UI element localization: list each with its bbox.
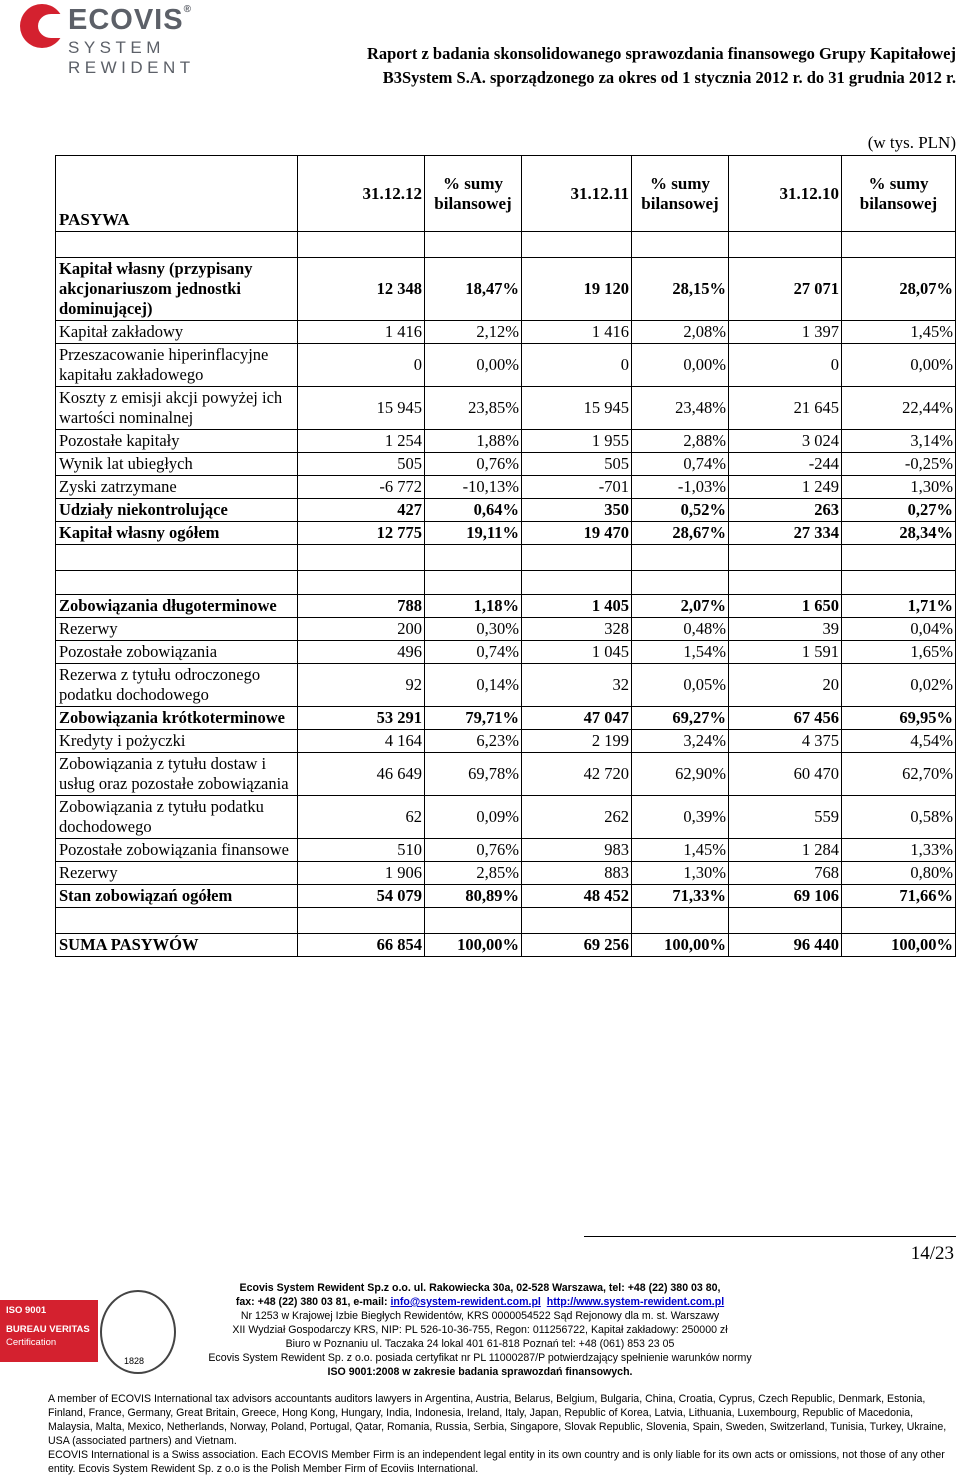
row-label: SUMA PASYWÓW [56, 934, 298, 957]
row-label: Koszty z emisji akcji powyżej ich wartości nominalnej [56, 387, 298, 430]
percent-cell: 0,30% [425, 618, 522, 641]
percent-cell: 1,30% [842, 476, 956, 499]
ecovis-logo-icon [20, 4, 64, 48]
column-header: % sumy bilansowej [425, 156, 522, 232]
value-cell: 1 416 [298, 321, 425, 344]
report-header-line1: Raport z badania skonsolidowanego sprawozdania finansowego Grupy Kapitałowej [366, 44, 956, 63]
percent-cell: 0,00% [842, 344, 956, 387]
value-cell: 505 [298, 453, 425, 476]
row-label: Przeszacowanie hiperinflacyjne kapitału zakładowego [56, 344, 298, 387]
percent-cell: 19,11% [425, 522, 522, 545]
percent-cell: 0,52% [632, 499, 729, 522]
table-spacer-row [56, 545, 956, 571]
percent-cell: -10,13% [425, 476, 522, 499]
table-row [56, 707, 956, 730]
percent-cell: 0,04% [842, 618, 956, 641]
row-label: Udziały niekontrolujące [56, 499, 298, 522]
page-number: 14/23 [910, 1243, 954, 1264]
value-cell: -6 772 [298, 476, 425, 499]
row-label: Rezerwa z tytułu odroczonego podatku dochodowego [56, 664, 298, 707]
row-label: Rezerwy [56, 618, 298, 641]
column-header: 31.12.11 [522, 156, 632, 232]
percent-cell: 71,33% [632, 885, 729, 908]
value-cell: -701 [522, 476, 632, 499]
percent-cell: 1,71% [842, 595, 956, 618]
table-row [56, 258, 956, 321]
logo-name: ECOVIS® [68, 4, 192, 36]
value-cell: 15 945 [298, 387, 425, 430]
table-row [56, 430, 956, 453]
percent-cell: 23,48% [632, 387, 729, 430]
percent-cell: 28,67% [632, 522, 729, 545]
value-cell: 427 [298, 499, 425, 522]
row-label: Kapitał własny (przypisany akcjonariuszom jednostki dominującej) [56, 258, 298, 321]
value-cell: 1 955 [522, 430, 632, 453]
value-cell: 47 047 [522, 707, 632, 730]
percent-cell: 62,70% [842, 753, 956, 796]
percent-cell: 0,58% [842, 796, 956, 839]
footer-krs: Nr 1253 w Krajowej Izbie Biegłych Rewidentów, KRS 0000054522 Sąd Rejonowy dla m. st. Warszawy [240, 1310, 720, 1322]
value-cell: 12 348 [298, 258, 425, 321]
footer-rule [584, 1236, 956, 1237]
table-row [56, 730, 956, 753]
value-cell: 12 775 [298, 522, 425, 545]
iso-label: ISO 9001 [6, 1305, 47, 1316]
percent-cell: 1,54% [632, 641, 729, 664]
percent-cell: 0,00% [425, 344, 522, 387]
percent-cell: 2,08% [632, 321, 729, 344]
percent-cell: 0,05% [632, 664, 729, 707]
percent-cell: 0,02% [842, 664, 956, 707]
value-cell: 1 254 [298, 430, 425, 453]
iso-badge [0, 1300, 98, 1362]
percent-cell: 0,48% [632, 618, 729, 641]
percent-cell: 0,74% [632, 453, 729, 476]
table-row [56, 344, 956, 387]
percent-cell: 62,90% [632, 753, 729, 796]
percent-cell: 80,89% [425, 885, 522, 908]
value-cell: 27 334 [729, 522, 842, 545]
footer-cert: Ecovis System Rewident Sp. z o.o. posiada certyfikat nr PL 11000287/P potwierdzający spełnienie warunków normy [208, 1352, 752, 1364]
value-cell: 505 [522, 453, 632, 476]
percent-cell: 1,45% [842, 321, 956, 344]
value-cell: -244 [729, 453, 842, 476]
percent-cell: 1,65% [842, 641, 956, 664]
row-label: Zobowiązania z tytułu podatku dochodowego [56, 796, 298, 839]
table-row [56, 885, 956, 908]
value-cell: 0 [298, 344, 425, 387]
percent-cell: 0,64% [425, 499, 522, 522]
value-cell: 1 591 [729, 641, 842, 664]
value-cell: 1 397 [729, 321, 842, 344]
percent-cell: 0,74% [425, 641, 522, 664]
report-header-line2: B3System S.A. sporządzonego za okres od 1 stycznia 2012 r. do 31 grudnia 2012 r. [382, 68, 956, 87]
value-cell: 328 [522, 618, 632, 641]
value-cell: 4 164 [298, 730, 425, 753]
percent-cell: 1,33% [842, 839, 956, 862]
footer-iso: ISO 9001:2008 w zakresie badania sprawozdań finansowych. [327, 1366, 633, 1378]
percent-cell: 2,88% [632, 430, 729, 453]
percent-cell: 0,39% [632, 796, 729, 839]
table-row [56, 453, 956, 476]
percent-cell: 28,15% [632, 258, 729, 321]
table-spacer-row [56, 571, 956, 595]
footer-address: Ecovis System Rewident Sp.z o.o. ul. Rakowiecka 30a, 02-528 Warszawa, tel: +48 (22) 380 03 80, [239, 1282, 721, 1294]
table-row [56, 796, 956, 839]
percent-cell: 0,80% [842, 862, 956, 885]
value-cell: 53 291 [298, 707, 425, 730]
value-cell: 15 945 [522, 387, 632, 430]
value-cell: 48 452 [522, 885, 632, 908]
value-cell: 32 [522, 664, 632, 707]
value-cell: 350 [522, 499, 632, 522]
value-cell: 200 [298, 618, 425, 641]
value-cell: 3 024 [729, 430, 842, 453]
percent-cell: 6,23% [425, 730, 522, 753]
percent-cell: 18,47% [425, 258, 522, 321]
percent-cell: 0,76% [425, 453, 522, 476]
row-label: Stan zobowiązań ogółem [56, 885, 298, 908]
footer-poznan: Biuro w Poznaniu ul. Taczaka 24 lokal 401 61-818 Poznań tel: +48 (061) 853 23 05 [285, 1338, 675, 1350]
percent-cell: 3,14% [842, 430, 956, 453]
email-link[interactable]: info@system-rewident.com.pl [390, 1296, 541, 1308]
percent-cell: 1,18% [425, 595, 522, 618]
value-cell: 20 [729, 664, 842, 707]
percent-cell: 0,27% [842, 499, 956, 522]
table-row [56, 862, 956, 885]
percent-cell: -1,03% [632, 476, 729, 499]
value-cell: 788 [298, 595, 425, 618]
table-row [56, 839, 956, 862]
percent-cell: 2,12% [425, 321, 522, 344]
table-row [56, 476, 956, 499]
table-row [56, 934, 956, 957]
row-label: Kapitał własny ogółem [56, 522, 298, 545]
percent-cell: 28,34% [842, 522, 956, 545]
value-cell: 496 [298, 641, 425, 664]
value-cell: 54 079 [298, 885, 425, 908]
value-cell: 1 906 [298, 862, 425, 885]
percent-cell: 23,85% [425, 387, 522, 430]
percent-cell: 1,30% [632, 862, 729, 885]
value-cell: 39 [729, 618, 842, 641]
value-cell: 69 106 [729, 885, 842, 908]
value-cell: 1 650 [729, 595, 842, 618]
percent-cell: 100,00% [842, 934, 956, 957]
percent-cell: 3,24% [632, 730, 729, 753]
percent-cell: 0,76% [425, 839, 522, 862]
row-label: Rezerwy [56, 862, 298, 885]
percent-cell: 2,85% [425, 862, 522, 885]
footer-regon: XII Wydział Gospodarczy KRS, NIP: PL 526-10-36-755, Regon: 011256722, Kapitał zakładowy: 250000 zł [232, 1324, 728, 1336]
row-label: Zobowiązania długoterminowe [56, 595, 298, 618]
table-row [56, 753, 956, 796]
value-cell: 69 256 [522, 934, 632, 957]
liabilities-table [55, 155, 956, 957]
percent-cell: 28,07% [842, 258, 956, 321]
value-cell: 262 [522, 796, 632, 839]
column-header: 31.12.12 [298, 156, 425, 232]
value-cell: 60 470 [729, 753, 842, 796]
swiss-statement: ECOVIS International is a Swiss association. Each ECOVIS Member Firm is an independent legal entity in its own country and is only liable for its own acts or omissions, not those of any other entity. Ecovis System Rewident Sp. z o.o is the Polish Member Firm of Ecoviis International. [48, 1449, 945, 1475]
certification-label: Certification [6, 1337, 57, 1348]
table-row [56, 641, 956, 664]
table-spacer-row [56, 232, 956, 258]
logo-subtitle: SYSTEM REWIDENT [68, 38, 195, 77]
percent-cell: 4,54% [842, 730, 956, 753]
percent-cell: 1,45% [632, 839, 729, 862]
percent-cell: 22,44% [842, 387, 956, 430]
value-cell: 62 [298, 796, 425, 839]
percent-cell: 69,78% [425, 753, 522, 796]
percent-cell: -0,25% [842, 453, 956, 476]
value-cell: 66 854 [298, 934, 425, 957]
row-label: Zobowiązania krótkoterminowe [56, 707, 298, 730]
table-row [56, 321, 956, 344]
value-cell: 67 456 [729, 707, 842, 730]
seal-year: 1828 [124, 1356, 145, 1366]
value-cell: 19 120 [522, 258, 632, 321]
row-label: Pozostałe zobowiązania [56, 641, 298, 664]
table-row [56, 522, 956, 545]
value-cell: 1 045 [522, 641, 632, 664]
value-cell: 4 375 [729, 730, 842, 753]
value-cell: 0 [522, 344, 632, 387]
percent-cell: 71,66% [842, 885, 956, 908]
value-cell: 1 249 [729, 476, 842, 499]
table-row [56, 664, 956, 707]
value-cell: 1 416 [522, 321, 632, 344]
value-cell: 19 470 [522, 522, 632, 545]
percent-cell: 79,71% [425, 707, 522, 730]
value-cell: 92 [298, 664, 425, 707]
value-cell: 2 199 [522, 730, 632, 753]
unit-label: (w tys. PLN) [867, 133, 956, 152]
table-row [56, 595, 956, 618]
company-logo [20, 2, 300, 77]
value-cell: 0 [729, 344, 842, 387]
website-link[interactable]: http://www.system-rewident.com.pl [546, 1296, 725, 1308]
percent-cell: 100,00% [632, 934, 729, 957]
percent-cell: 69,95% [842, 707, 956, 730]
value-cell: 96 440 [729, 934, 842, 957]
value-cell: 883 [522, 862, 632, 885]
table-row [56, 499, 956, 522]
row-label: Kredyty i pożyczki [56, 730, 298, 753]
table-spacer-row [56, 908, 956, 934]
bureau-veritas-label: BUREAU VERITAS [6, 1324, 90, 1335]
row-label: Pozostałe kapitały [56, 430, 298, 453]
value-cell: 1 284 [729, 839, 842, 862]
value-cell: 21 645 [729, 387, 842, 430]
value-cell: 510 [298, 839, 425, 862]
row-label: Wynik lat ubiegłych [56, 453, 298, 476]
column-header: 31.12.10 [729, 156, 842, 232]
value-cell: 768 [729, 862, 842, 885]
percent-cell: 0,00% [632, 344, 729, 387]
value-cell: 263 [729, 499, 842, 522]
value-cell: 42 720 [522, 753, 632, 796]
percent-cell: 1,88% [425, 430, 522, 453]
row-label: Zyski zatrzymane [56, 476, 298, 499]
row-label: Zobowiązania z tytułu dostaw i usług oraz pozostałe zobowiązania [56, 753, 298, 796]
percent-cell: 100,00% [425, 934, 522, 957]
column-header: % sumy bilansowej [632, 156, 729, 232]
percent-cell: 69,27% [632, 707, 729, 730]
value-cell: 27 071 [729, 258, 842, 321]
member-statement: A member of ECOVIS International tax advisors accountants auditors lawyers in Argentina, Austria, Belarus, Belgium, Bulgaria, China, Croatia, Cyprus, Czech Republic, Denmark, Estonia, Finland, France, Germany, Great Britain, Greece, Hong Kong, Hungary, India, Indonesia, Ireland, Italy, Japan, Republic of Korea, Latvia, Lithuania, Luxembourg, Republic of Macedonia, Malaysia, Malta, Mexico, Netherlands, Norway, Poland, Portugal, Qatar, Romania, Russia, Serbia, Singapore, Slovak Republic, Slovenia, Spain, Sweden, Switzerland, Tunisia, Turkey, Ukraine, USA (associated partners) and Vietnam. [48, 1393, 947, 1447]
column-header: % sumy bilansowej [842, 156, 956, 232]
table-row [56, 387, 956, 430]
percent-cell: 0,09% [425, 796, 522, 839]
value-cell: 983 [522, 839, 632, 862]
value-cell: 1 405 [522, 595, 632, 618]
value-cell: 559 [729, 796, 842, 839]
section-label: PASYWA [56, 156, 298, 232]
row-label: Kapitał zakładowy [56, 321, 298, 344]
table-row [56, 618, 956, 641]
footer-fax: fax: +48 (22) 380 03 81, e-mail: [235, 1296, 391, 1308]
row-label: Pozostałe zobowiązania finansowe [56, 839, 298, 862]
table-header-row [56, 156, 956, 232]
value-cell: 46 649 [298, 753, 425, 796]
percent-cell: 2,07% [632, 595, 729, 618]
percent-cell: 0,14% [425, 664, 522, 707]
